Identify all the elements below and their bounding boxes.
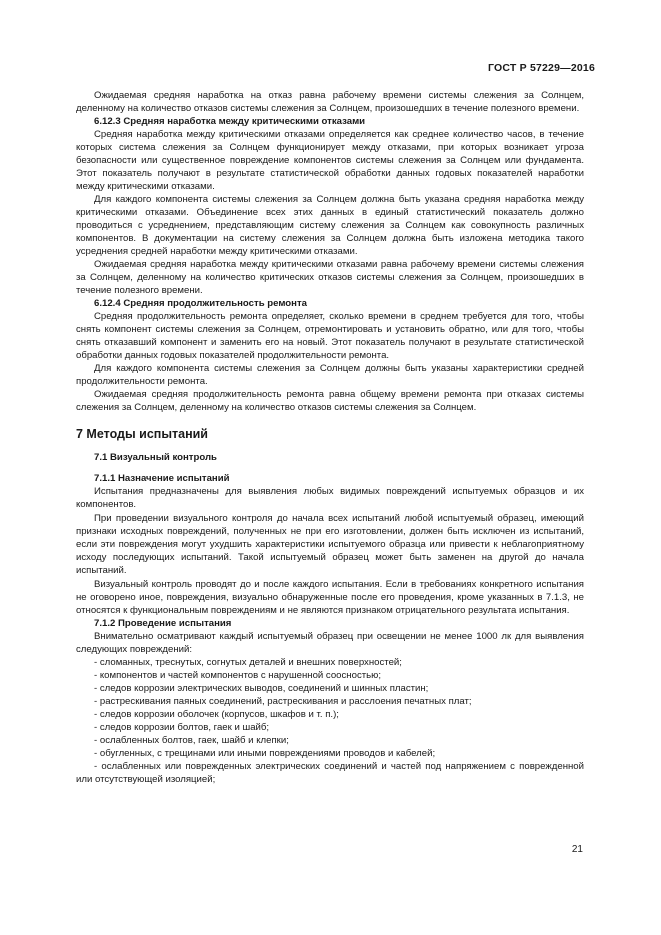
- list-item: - следов коррозии оболочек (корпусов, шкафов и т. п.);: [94, 709, 339, 720]
- list-item: - следов коррозии болтов, гаек и шайб;: [94, 722, 270, 733]
- page-number: 21: [571, 844, 583, 855]
- list-item: - следов коррозии электрических выводов, соединений и шинных пластин;: [94, 683, 429, 694]
- subsection-heading-7-1-1: 7.1.1 Назначение испытаний: [94, 473, 230, 484]
- list-item: - ослабленных болтов, гаек, шайб и клепки;: [94, 735, 289, 746]
- paragraph: Испытания предназначены для выявления любых видимых повреждений испытуемых образцов и их компонентов.: [76, 486, 584, 510]
- document-standard-number: ГОСТ Р 57229—2016: [487, 62, 595, 74]
- list-item: - ослабленных или поврежденных электрических соединений и частей под напряжением с поврежденной или отсутствующей изоляцией;: [76, 761, 584, 785]
- subsection-heading-7-1-2: 7.1.2 Проведение испытания: [94, 618, 232, 629]
- paragraph: Для каждого компонента системы слежения за Солнцем должны быть указаны характеристики средней продолжительности ремонта.: [76, 363, 584, 387]
- paragraph: Визуальный контроль проводят до и после каждого испытания. Если в требованиях конкретного испытания не оговорено иное, повреждения, визуально обнаруженные после его проведения, кроме указанных в 7.1.3, не относятся к функциональным повреждениям и не являются признаком отрицательного результата испытания.: [76, 579, 584, 616]
- list-item: - обугленных, с трещинами или иными повреждениями проводов и кабелей;: [94, 748, 436, 759]
- list-item: - компонентов и частей компонентов с нарушенной соосностью;: [94, 670, 381, 681]
- paragraph: Внимательно осматривают каждый испытуемый образец при освещении не менее 1000 лк для выявления следующих повреждений:: [76, 631, 584, 655]
- paragraph: Средняя продолжительность ремонта определяет, сколько времени в среднем требуется для того, чтобы снять компонент системы слежения за Солнцем, отремонтировать и установить обратно, или для того, чтобы снять отказавший компонент и заменить его на новый. Этот показатель получают в результате статистической обработки данных годовых показателей продолжительности ремонта.: [76, 311, 584, 361]
- subsection-heading-6-12-3: 6.12.3 Средняя наработка между критическими отказами: [94, 116, 366, 127]
- section-heading-7: 7 Методы испытаний: [76, 427, 208, 441]
- list-item: - сломанных, треснутых, согнутых деталей и внешних поверхностей;: [94, 657, 402, 668]
- paragraph: При проведении визуального контроля до начала всех испытаний любой испытуемый образец, имеющий признаки исходных повреждений, полученных не при его изготовлении, должен быть исключен из испытаний, если эти повреждения могут ухудшить характеристики испытуемого образца или привести к неблагоприятному исходу последующих испытаний. Такой испытуемый образец может быть заменен на другой до начала испытаний.: [76, 513, 584, 576]
- paragraph: Ожидаемая средняя наработка между критическими отказами равна рабочему времени системы слежения за Солнцем, деленному на количество критических отказов системы слежения за Солнцем, произошедших в течение полезного времени.: [76, 259, 584, 296]
- section-heading-7-1: 7.1 Визуальный контроль: [94, 452, 217, 463]
- subsection-heading-6-12-4: 6.12.4 Средняя продолжительность ремонта: [94, 298, 307, 309]
- list-item: - растрескивания паяных соединений, растрескивания и расслоения печатных плат;: [94, 696, 472, 707]
- paragraph: Ожидаемая средняя продолжительность ремонта равна общему времени ремонта при отказах системы слежения за Солнцем, деленному на количество отказов системы слежения за Солнцем.: [76, 389, 584, 413]
- damage-list: [76, 656, 584, 786]
- paragraph: Для каждого компонента системы слежения за Солнцем должна быть указана средняя наработка между критическими отказами. Объединение всех этих данных в единый статистический показатель должно проводиться с усреднением, представляющим систему слежения за Солнцем как совокупность различных компонентов. В документации на систему слежения за Солнцем должна быть изложена методика такого усреднения средней наработки между критическими отказами.: [76, 194, 584, 257]
- page-content: [76, 89, 584, 786]
- paragraph: Ожидаемая средняя наработка на отказ равна рабочему времени системы слежения за Солнцем, деленному на количество отказов системы слежения за Солнцем, произошедших в течение полезного времени.: [76, 90, 584, 114]
- paragraph: Средняя наработка между критическими отказами определяется как среднее количество часов, в течение которых система слежения за Солнцем функционирует между отказами, при которых возникает угроза безопасности или существенное повреждение компонентов системы слежения за Солнцем или фундамента. Этот показатель получают в результате статистической обработки данных годовых показателей наработки между критическими отказами.: [76, 129, 584, 192]
